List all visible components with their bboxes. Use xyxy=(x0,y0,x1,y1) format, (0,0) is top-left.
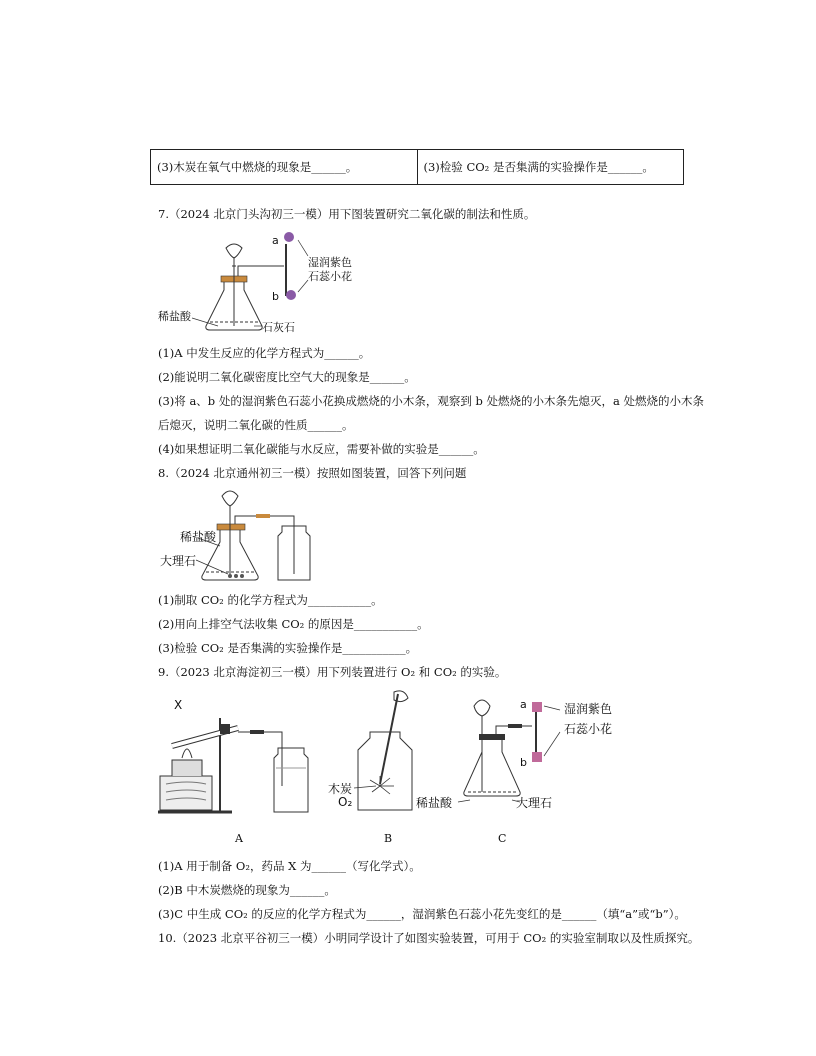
q9-label-flower-1: 湿润紫色 xyxy=(564,702,613,716)
q9-title: 9.（2023 北京海淀初三一模）用下列装置进行 O₂ 和 CO₂ 的实验。 xyxy=(158,665,507,679)
q8-label-acid: 稀盐酸 xyxy=(180,530,217,544)
q8-label-marble: 大理石 xyxy=(160,554,197,568)
q8-title: 8.（2024 北京通州初三一模）按照如图装置，回答下列问题 xyxy=(158,466,467,480)
q8-sub-3: (3)检验 CO₂ 是否集满的实验操作是___________。 xyxy=(158,641,418,655)
q9-apparatus-drawing xyxy=(158,688,628,848)
q7-label-a: a xyxy=(272,234,279,247)
q9-label-x: X xyxy=(174,698,183,712)
table-cell-right: (3)检验 CO₂ 是否集满的实验操作是______。 xyxy=(417,150,684,184)
q7-sub-3b: 后熄灭，说明二氧化碳的性质______。 xyxy=(158,418,354,432)
q8-sub-1: (1)制取 CO₂ 的化学方程式为___________。 xyxy=(158,593,383,607)
q9-caption-b: B xyxy=(384,832,393,845)
q7-sub-1: (1)A 中发生反应的化学方程式为______。 xyxy=(158,346,371,360)
q9-caption-a: A xyxy=(235,832,243,845)
q7-label-stone: 石灰石 xyxy=(262,321,295,334)
q7-label-flower-2: 石蕊小花 xyxy=(308,270,352,283)
q7-figure xyxy=(158,226,352,336)
q7-label-acid: 稀盐酸 xyxy=(158,310,191,323)
q9-label-b: b xyxy=(520,756,527,769)
q9-label-flower-2: 石蕊小花 xyxy=(564,722,613,736)
q9-label-acid: 稀盐酸 xyxy=(416,796,453,810)
q9-label-o2: O₂ xyxy=(338,795,353,809)
q7-sub-3a: (3)将 a、b 处的湿润紫色石蕊小花换成燃烧的小木条，观察到 b 处燃烧的小木条先熄灭，a 处燃烧的小木条 xyxy=(158,394,704,408)
q8-sub-2: (2)用向上排空气法收集 CO₂ 的原因是___________。 xyxy=(158,617,429,631)
q7-label-b: b xyxy=(272,290,279,303)
q9-figure xyxy=(158,688,628,848)
q9-sub-1: (1)A 用于制备 O₂，药品 X 为______（写化学式）。 xyxy=(158,859,421,873)
q7-sub-4: (4)如果想证明二氧化碳能与水反应，需要补做的实验是______。 xyxy=(158,442,485,456)
q9-caption-c: C xyxy=(498,832,507,845)
q8-figure xyxy=(158,486,328,586)
table-cell-left: (3)木炭在氧气中燃烧的现象是______。 xyxy=(157,160,358,174)
q9-label-charcoal: 木炭 xyxy=(328,782,353,796)
q7-label-flower-1: 湿润紫色 xyxy=(308,256,352,269)
q9-label-marble: 大理石 xyxy=(516,796,553,810)
q9-sub-3: (3)C 中生成 CO₂ 的反应的化学方程式为______，湿润紫色石蕊小花先变红的是______（填“a”或“b”）。 xyxy=(158,907,686,921)
q7-sub-2: (2)能说明二氧化碳密度比空气大的现象是______。 xyxy=(158,370,416,384)
answer-table xyxy=(150,149,684,185)
q9-sub-2: (2)B 中木炭燃烧的现象为______。 xyxy=(158,883,336,897)
q7-title: 7.（2024 北京门头沟初三一模）用下图装置研究二氧化碳的制法和性质。 xyxy=(158,207,536,221)
q9-label-a: a xyxy=(520,698,527,711)
q10-title: 10.（2023 北京平谷初三一模）小明同学设计了如图实验装置，可用于 CO₂ 的实验室制取以及性质探究。 xyxy=(158,931,700,945)
